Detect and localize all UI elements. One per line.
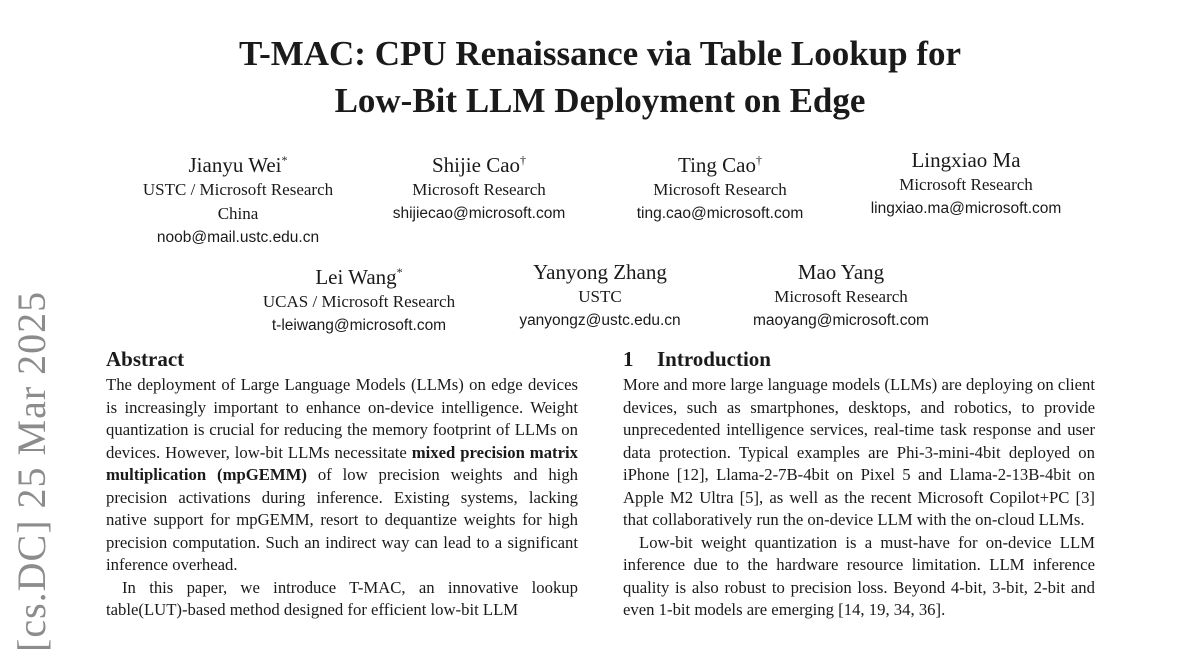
author-jianyu-wei bbox=[118, 147, 358, 250]
introduction-section bbox=[623, 346, 1095, 622]
author-affiliation: USTC bbox=[578, 287, 622, 306]
author-affiliation: Microsoft Research bbox=[899, 175, 1033, 194]
author-mark: * bbox=[281, 153, 288, 167]
author-mark: † bbox=[756, 153, 762, 167]
author-name: Mao Yang bbox=[797, 260, 885, 284]
author-country: China bbox=[217, 204, 259, 223]
author-mark: * bbox=[396, 265, 403, 279]
author-ting-cao bbox=[610, 147, 830, 226]
section-number: 1 bbox=[623, 347, 634, 371]
author-affiliation: UCAS / Microsoft Research bbox=[262, 292, 456, 311]
abstract-paragraph-1 bbox=[106, 374, 578, 577]
introduction-heading bbox=[623, 346, 1095, 372]
author-name: Yanyong Zhang bbox=[533, 260, 667, 284]
abstract-text: The deployment of Large Language Models (LLMs) on edge devices is increasingly important to enhance on-device intelligence. Weight quantization is crucial for reducing the memory footprint of LLMs on devices. However, low-bit LLMs necessitate bbox=[106, 375, 578, 462]
abstract-heading: Abstract bbox=[106, 347, 185, 371]
arxiv-stamp: [cs.DC] 25 Mar 2025 bbox=[9, 290, 54, 652]
paper-title bbox=[0, 30, 1200, 124]
author-name: Jianyu Wei bbox=[188, 153, 282, 177]
author-email[interactable]: ting.cao@microsoft.com bbox=[636, 205, 804, 222]
author-name: Ting Cao bbox=[677, 153, 756, 177]
author-yanyong-zhang bbox=[496, 259, 704, 333]
author-email[interactable]: t-leiwang@microsoft.com bbox=[271, 317, 447, 334]
author-shijie-cao bbox=[369, 147, 589, 226]
abstract-text: of low precision weights and high precision activations during inference. Existing systems, lacking native support for mpGEMM, resort to dequantize weights for high precision computation. Such an indirect way can lead to a significant inference overhead. bbox=[106, 465, 579, 574]
abstract-section bbox=[106, 346, 578, 622]
abstract-bold-term: mixed precision matrix multiplication (mpGEMM) bbox=[106, 442, 578, 484]
title-line-2: Low-Bit LLM Deployment on Edge bbox=[334, 81, 866, 120]
section-title: Introduction bbox=[657, 347, 771, 371]
author-email[interactable]: yanyongz@ustc.edu.cn bbox=[519, 312, 681, 329]
author-name: Lei Wang bbox=[315, 265, 397, 289]
author-affiliation: Microsoft Research bbox=[653, 180, 787, 199]
author-email[interactable]: noob@mail.ustc.edu.cn bbox=[156, 229, 320, 246]
abstract-paragraph-2: In this paper, we introduce T-MAC, an innovative lookup table(LUT)-based method designed for efficient low-bit LLM bbox=[106, 577, 578, 619]
intro-paragraph-2: Low-bit weight quantization is a must-have for on-device LLM inference due to the hardware resource limitation. LLM inference quality is also robust to precision loss. Beyond 4-bit, 3-bit, 2-bit and even 1-bit models are emerging [14, 19, 34, 36]. bbox=[623, 532, 1095, 619]
author-email[interactable]: maoyang@microsoft.com bbox=[753, 312, 929, 329]
author-affiliation: Microsoft Research bbox=[412, 180, 546, 199]
author-email[interactable]: lingxiao.ma@microsoft.com bbox=[870, 200, 1062, 217]
intro-paragraph-1: More and more large language models (LLMs) are deploying on client devices, such as smartphones, desktops, and robotics, to provide unprecedented intelligence services, real-time task response and user data protection. Typical examples are Phi-3-mini-4bit deployed on iPhone [12], Llama-2-7B-4bit on Pixel 5 and Llama-2-13B-4bit on Apple M2 Ultra [5], as well as the recent Microsoft Copilot+PC [3] that collaboratively run the on-device LLM with the on-cloud LLMs. bbox=[623, 375, 1095, 529]
author-lingxiao-ma bbox=[848, 147, 1084, 221]
author-affiliation: Microsoft Research bbox=[774, 287, 908, 306]
author-affiliation: USTC / Microsoft Research bbox=[142, 180, 334, 199]
title-line-1: T-MAC: CPU Renaissance via Table Lookup for bbox=[238, 34, 962, 73]
author-lei-wang bbox=[244, 259, 474, 338]
author-email[interactable]: shijiecao@microsoft.com bbox=[392, 205, 566, 222]
author-name: Shijie Cao bbox=[431, 153, 521, 177]
author-mark: † bbox=[520, 153, 527, 167]
author-name: Lingxiao Ma bbox=[911, 148, 1021, 172]
author-mao-yang bbox=[730, 259, 952, 333]
